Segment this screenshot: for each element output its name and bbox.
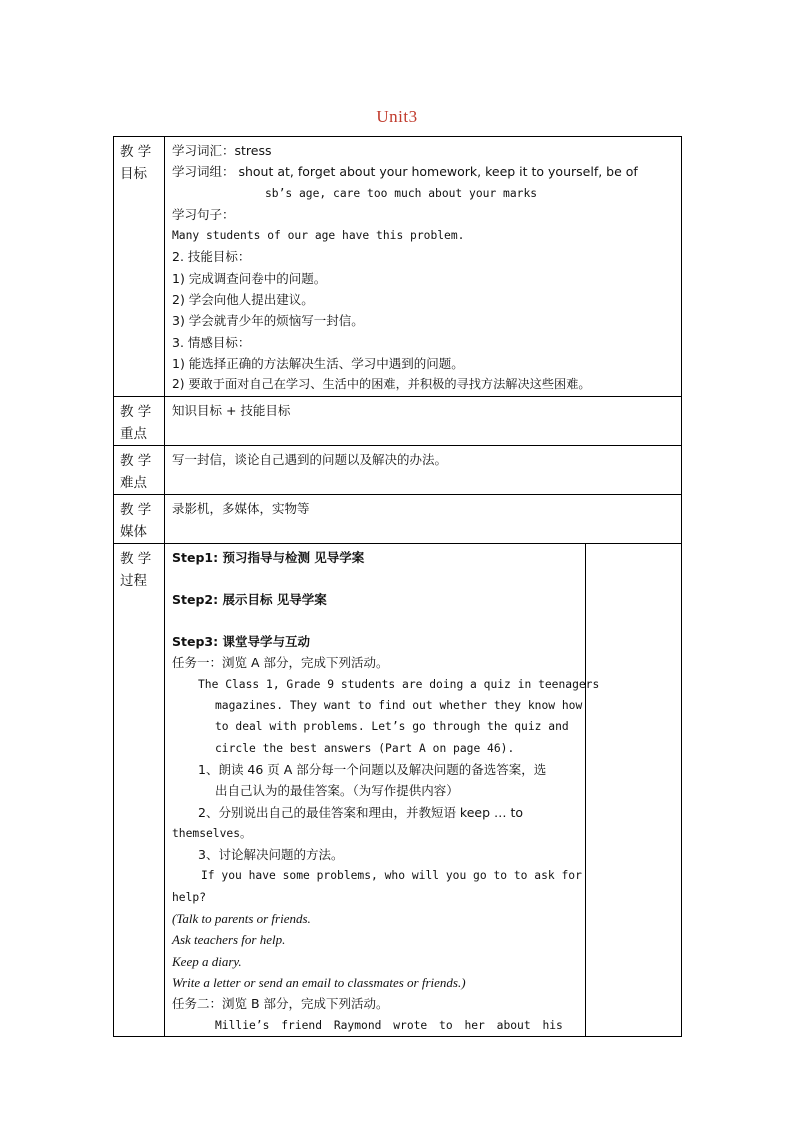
- key-text: 知识目标 + 技能目标: [172, 402, 291, 418]
- difficult-row: [114, 445, 682, 494]
- question-line-1: If you have some problems, who will you go to to ask for: [201, 869, 582, 883]
- skill-item-1: 1) 完成调查问卷中的问题。: [172, 270, 327, 286]
- sentence-heading: 学习句子：: [172, 206, 235, 222]
- question-line-2: help?: [172, 890, 207, 904]
- skill-heading: 2. 技能目标：: [172, 249, 251, 265]
- vocab-line: 学习词汇：stress: [172, 143, 272, 158]
- idea-3: Keep a diary.: [172, 953, 242, 969]
- sentence-line: Many students of our age have this problem.: [172, 229, 465, 243]
- idea-4: Write a letter or send an email to classmates or friends.): [172, 974, 466, 990]
- page-title: Unit3: [376, 107, 418, 126]
- idea-1: (Talk to parents or friends.: [172, 911, 311, 927]
- key-row: [114, 396, 682, 445]
- phrases-line-2: sb’s age, care too much about your marks: [265, 186, 538, 200]
- key-label: 教 学 重点: [114, 396, 165, 445]
- lesson-plan-table: [113, 136, 682, 1037]
- activity-3: 3、讨论解决问题的方法。: [198, 847, 344, 863]
- activity-2-line-1: 2、分别说出自己的最佳答案和理由，并教短语 keep … to: [198, 804, 524, 820]
- idea-2: Ask teachers for help.: [172, 932, 286, 948]
- emotion-heading: 3. 情感目标：: [172, 334, 251, 350]
- media-row: [114, 494, 682, 543]
- activity-1-line-1: 1、朗读 46 页 A 部分每一个问题以及解决问题的备选答案，选: [198, 761, 547, 777]
- difficult-text: 写一封信，谈论自己遇到的问题以及解决的办法。: [172, 451, 448, 467]
- process-label: 教 学 过程: [114, 543, 165, 1036]
- process-content: [165, 543, 600, 1036]
- media-content: [165, 494, 682, 543]
- goals-content: [165, 137, 682, 397]
- goals-label: 教 学 目标: [114, 137, 165, 397]
- key-content: [165, 396, 682, 445]
- step1-heading: Step1: 预习指导与检测 见导学案: [172, 549, 365, 565]
- task1-heading: 任务一：浏览 A 部分，完成下列活动。: [172, 655, 389, 671]
- task1-para-3: to deal with problems. Let’s go through the quiz and: [215, 720, 569, 734]
- process-notes-column: [586, 543, 682, 1036]
- difficult-content: [165, 445, 682, 494]
- task2-para-1: Millie’s friend Raymond wrote to her about his: [215, 1018, 563, 1032]
- process-row: [114, 543, 682, 1036]
- step2-heading: Step2: 展示目标 见导学案: [172, 591, 327, 607]
- task2-heading: 任务二：浏览 B 部分，完成下列活动。: [172, 996, 389, 1012]
- step3-heading: Step3: 课堂导学与互动: [172, 634, 310, 650]
- goals-row: [114, 137, 682, 397]
- phrases-line-1: 学习词组： shout at, forget about your homework, keep it to yourself, be of: [172, 164, 638, 180]
- task1-para-4: circle the best answers (Part A on page 46).: [215, 741, 515, 755]
- emotion-item-2: 2) 要敢于面对自己在学习、生活中的困难，并积极的寻找方法解决这些困难。: [172, 377, 591, 392]
- task1-para-2: magazines. They want to find out whether they know how: [215, 699, 583, 713]
- activity-1-line-2: 出自己认为的最佳答案。（为写作提供内容）: [215, 783, 459, 799]
- media-label: 教 学 媒体: [114, 494, 165, 543]
- emotion-item-1: 1) 能选择正确的方法解决生活、学习中遇到的问题。: [172, 355, 464, 371]
- media-text: 录影机，多媒体，实物等: [172, 500, 310, 516]
- task1-para-1: The Class 1, Grade 9 students are doing a quiz in teenagers: [198, 677, 600, 691]
- skill-item-3: 3) 学会就青少年的烦恼写一封信。: [172, 313, 364, 329]
- difficult-label: 教 学 难点: [114, 445, 165, 494]
- activity-2-line-2: themselves。: [172, 826, 252, 840]
- skill-item-2: 2) 学会向他人提出建议。: [172, 292, 314, 308]
